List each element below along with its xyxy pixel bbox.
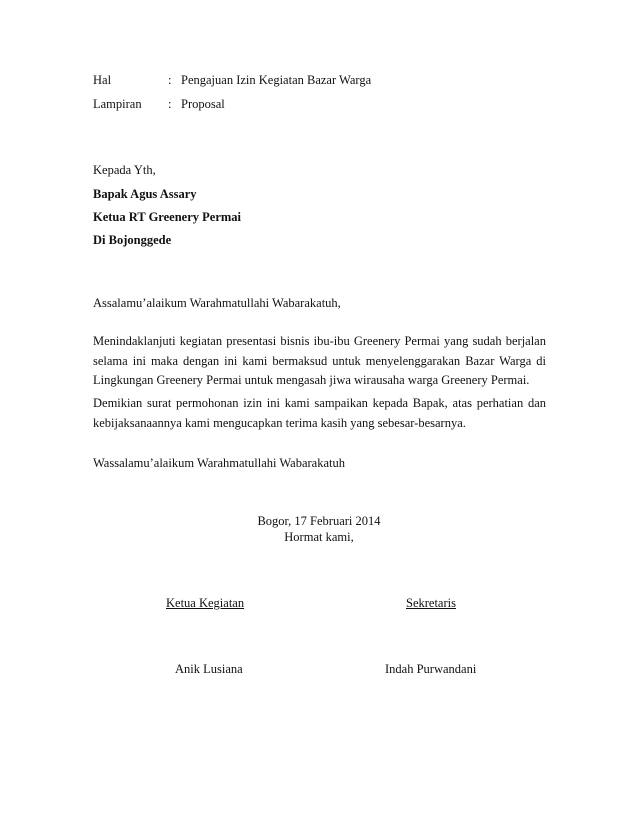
- right-signatory-title: Sekretaris: [406, 596, 456, 610]
- right-signatory-name: Indah Purwandani: [385, 662, 477, 676]
- regards: Hormat kami,: [284, 530, 354, 544]
- lampiran-colon: :: [168, 97, 172, 111]
- lampiran-value: Proposal: [181, 97, 225, 111]
- closing-salutation: Wassalamu’alaikum Warahmatullahi Wabarakatuh: [93, 456, 345, 470]
- recipient-position: Ketua RT Greenery Permai: [93, 210, 242, 224]
- recipient-greeting: Kepada Yth,: [93, 163, 156, 177]
- paragraph-1: [93, 332, 546, 391]
- hal-label: Hal: [93, 73, 112, 87]
- place-date: Bogor, 17 Februari 2014: [257, 514, 381, 528]
- hal-value: Pengajuan Izin Kegiatan Bazar Warga: [181, 73, 372, 87]
- paragraph-2-line-1: Demikian surat permohonan izin ini kami sampaikan kepada Bapak, atas perhatian dan: [93, 396, 546, 410]
- hal-colon: :: [168, 73, 172, 87]
- opening-salutation: Assalamu’alaikum Warahmatullahi Wabarakatuh,: [93, 296, 341, 310]
- paragraph-2-line-2: kebijaksanaannya kami mengucapkan terima kasih yang sebesar-besarnya.: [93, 415, 466, 430]
- paragraph-1-line-2: selama ini maka dengan ini kami bermaksud untuk menyelenggarakan Bazar Warga di: [93, 353, 546, 368]
- paragraph-2: [93, 394, 546, 433]
- lampiran-label: Lampiran: [93, 97, 142, 111]
- recipient-name: Bapak Agus Assary: [93, 187, 197, 201]
- left-signatory-name: Anik Lusiana: [175, 662, 243, 676]
- recipient-location: Di Bojonggede: [93, 233, 172, 247]
- paragraph-1-line-1: Menindaklanjuti kegiatan presentasi bisnis ibu-ibu Greenery Permai yang sudah berjalan: [93, 334, 546, 348]
- left-signatory-title: Ketua Kegiatan: [166, 596, 245, 610]
- paragraph-1-line-3: Lingkungan Greenery Permai untuk mengasah jiwa wirausaha warga Greenery Permai.: [93, 373, 530, 387]
